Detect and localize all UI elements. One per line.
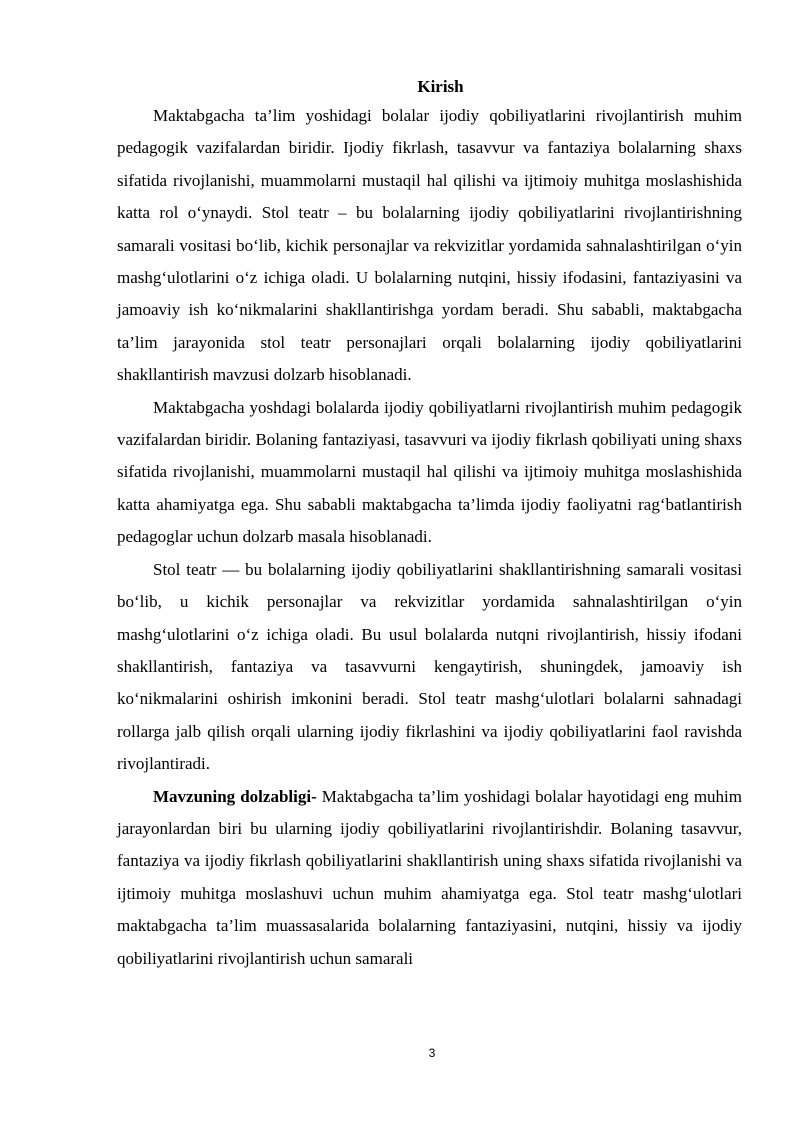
- page-number: 3: [428, 1046, 436, 1060]
- section-title: Kirish: [417, 77, 464, 96]
- topic-relevance-text: Maktabgacha ta’lim yoshidagi bolalar hayotidagi eng muhim jarayonlardan biri bu ularning ijodiy qobiliyatlarini rivojlantirishdir. Bolaning tasavvur, fantaziya va ijodiy fikrlash qobiliyatlarini shakllantirish uning shaxs sifatida rivojlanishi va ijtimoiy muhitga moslashuvi uchun muhim ahamiyatga ega. Stol teatr mashg‘ulotlari maktabgacha ta’lim muassasalarida bolalarning fantaziyasini, nutqini, hissiy va ijodiy qobiliyatlarini rivojlantirish uchun samarali: [117, 786, 742, 968]
- paragraph-3: Stol teatr — bu bolalarning ijodiy qobiliyatlarini shakllantirishning samarali vositasi bo‘lib, u kichik personajlar va rekvizitlar yordamida sahnalashtirilgan o‘yin mashg‘ulotlarini o‘z ichiga oladi. Bu usul bolalarda nutqni rivojlantirish, hissiy ifodani shakllantirish, fantaziya va tasavvurni kengaytirish, shuningdek, jamoaviy ish ko‘nikmalarini oshirish imkonini beradi. Stol teatr mashg‘ulotlari bolalarni sahnadagi rollarga jalb qilish orqali ularning ijodiy fikrlashini va ijodiy qobiliyatlarini faol ravishda rivojlantiradi.: [117, 559, 742, 774]
- document-page: [117, 74, 742, 975]
- paragraph-1: Maktabgacha ta’lim yoshidagi bolalar ijodiy qobiliyatlarini rivojlantirish muhim pedagogik vazifalardan biridir. Ijodiy fikrlash, tasavvur va fantaziya bolalarning shaxs sifatida rivojlanishi, muammolarni mustaqil hal qilishi va ijtimoiy muhitga moslashishida katta rol o‘ynaydi. Stol teatr – bu bolalarning ijodiy qobiliyatlarini rivojlantirishning samarali vositasi bo‘lib, kichik personajlar va rekvizitlar yordamida sahnalashtirilgan o‘yin mashg‘ulotlarini o‘z ichiga oladi. U bolalarning nutqini, hissiy ifodasini, fantaziyasini va jamoaviy ish ko‘nikmalarini shakllantirishga yordam beradi. Shu sababli, maktabgacha ta’lim jarayonida stol teatr personajlari orqali bolalarning ijodiy qobiliyatlarini shakllantirish mavzusi dolzarb hisoblanadi.: [117, 106, 742, 385]
- paragraph-4: [117, 781, 742, 975]
- paragraph-2: Maktabgacha yoshdagi bolalarda ijodiy qobiliyatlarni rivojlantirish muhim pedagogik vazifalardan biridir. Bolaning fantaziyasi, tasavvuri va ijodiy fikrlash qobiliyati uning shaxs sifatida rivojlanishi, muammolarni mustaqil hal qilishi va ijtimoiy muhitga moslashishida katta ahamiyatga ega. Shu sababli maktabgacha ta’limda ijodiy faoliyatni rag‘batlantirish pedagoglar uchun dolzarb masala hisoblanadi.: [117, 397, 742, 547]
- topic-relevance-lead: Mavzuning dolzabligi-: [153, 786, 317, 806]
